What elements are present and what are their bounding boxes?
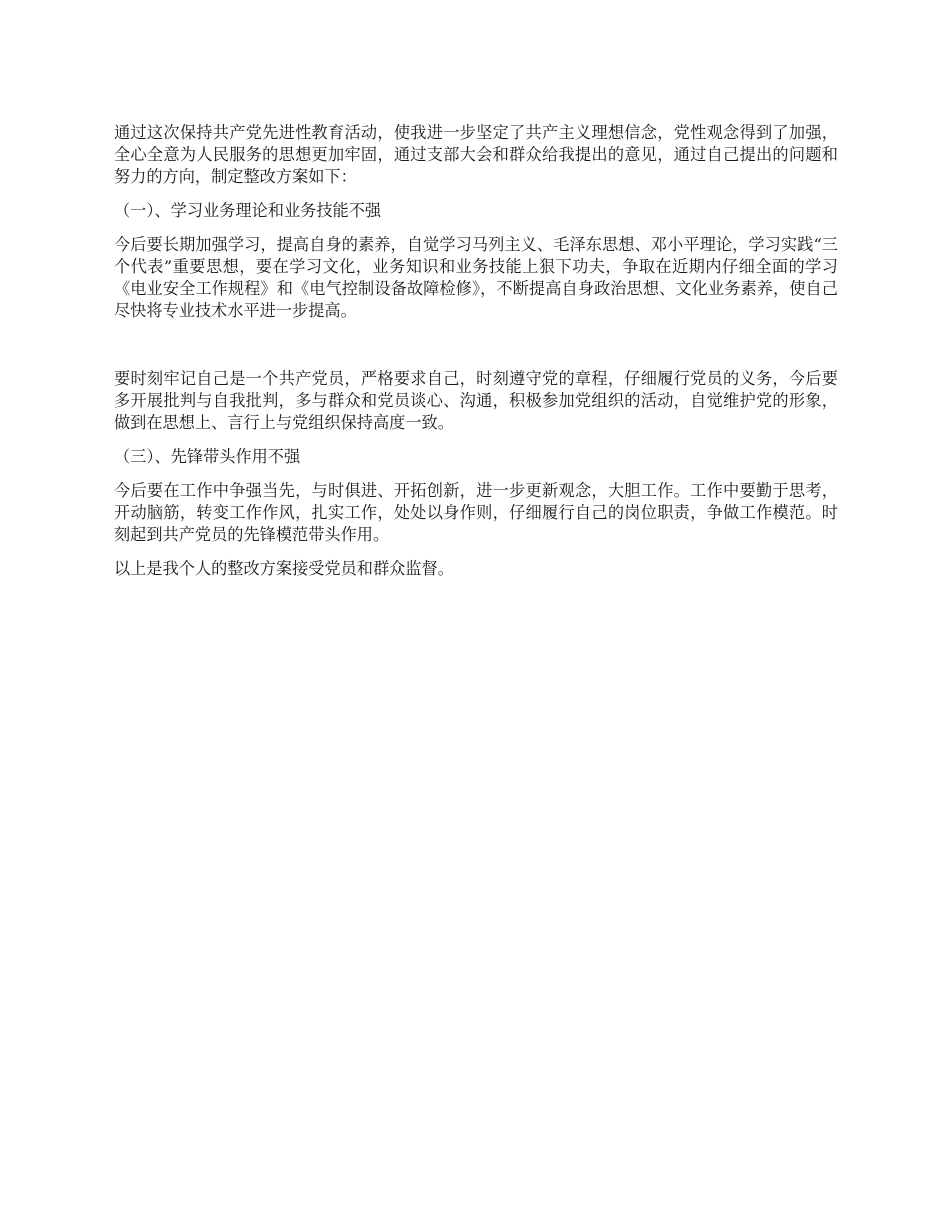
- section-3-heading: （三）、先锋带头作用不强: [114, 447, 301, 466]
- closing-paragraph: 以上是我个人的整改方案接受党员和群众监督。: [114, 559, 454, 578]
- blank-gap: [114, 334, 838, 368]
- section-1-paragraph: 今后要长期加强学习，提高自身的素养，自觉学习马列主义、毛泽东思想、邓小平理论，学习实践“三个代表”重要思想，要在学习文化，业务知识和业务技能上狠下功夫，争取在近期内仔细全面的学习《电业安全工作规程》和《电气控制设备故障检修》，不断提高自身政治思想、文化业务素养，使自己尽快将专业技术水平进一步提高。: [114, 235, 838, 320]
- intro-paragraph: 通过这次保持共产党先进性教育活动，使我进一步坚定了共产主义理想信念，党性观念得到了加强，全心全意为人民服务的思想更加牢固，通过支部大会和群众给我提出的意见，通过自己提出的问题和努力的方向，制定整改方案如下：: [114, 123, 838, 186]
- document-body: [114, 122, 838, 592]
- section-1-heading: （一）、学习业务理论和业务技能不强: [114, 201, 382, 220]
- section-3-paragraph: 今后要在工作中争强当先，与时俱进、开拓创新，进一步更新观念，大胆工作。工作中要勤于思考，开动脑筋，转变工作作风，扎实工作，处处以身作则，仔细履行自己的岗位职责，争做工作模范。时刻起到共产党员的先锋模范带头作用。: [114, 481, 838, 544]
- section-2-paragraph: 要时刻牢记自己是一个共产党员，严格要求自己，时刻遵守党的章程，仔细履行党员的义务，今后要多开展批判与自我批判，多与群众和党员谈心、沟通，积极参加党组织的活动，自觉维护党的形象，做到在思想上、言行上与党组织保持高度一致。: [114, 369, 838, 432]
